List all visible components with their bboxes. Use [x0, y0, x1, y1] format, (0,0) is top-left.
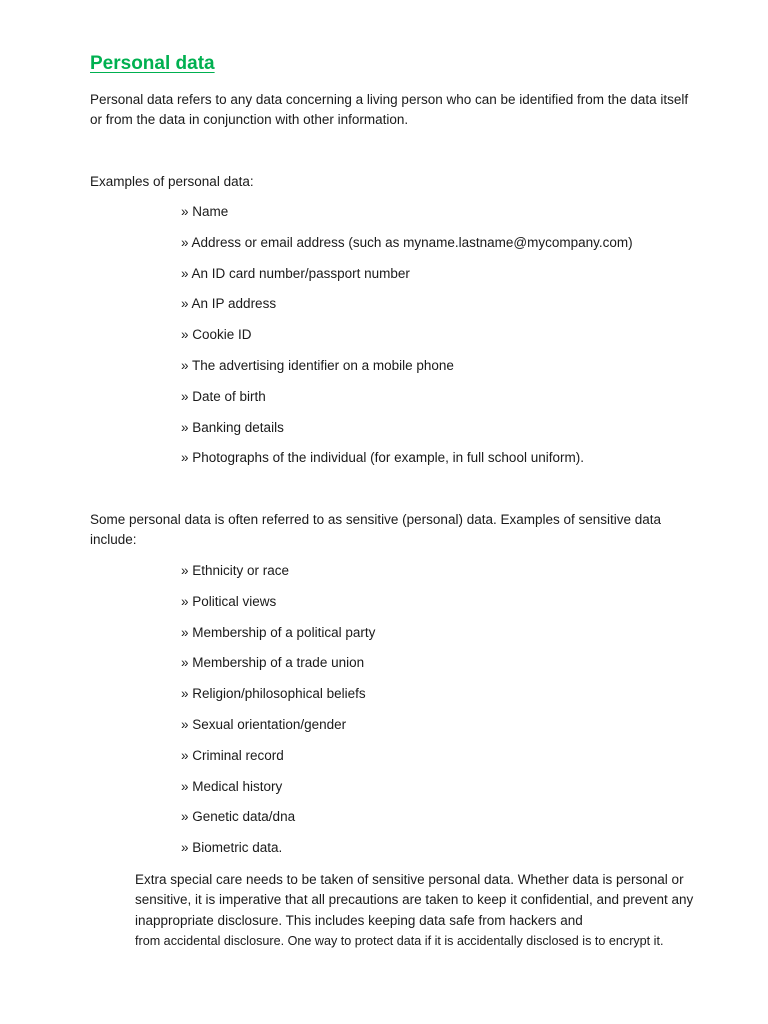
personal-data-examples-list [181, 202, 633, 479]
list-item: » Criminal record [181, 747, 284, 763]
list-item: » Date of birth [181, 388, 266, 404]
sensitive-data-examples-list [181, 561, 375, 869]
list-item: » Banking details [181, 419, 284, 435]
list-item: » Biometric data. [181, 840, 283, 856]
page-title: Personal data [90, 53, 215, 74]
list-item: » Sexual orientation/gender [181, 716, 347, 732]
list-item: » Membership of a political party [181, 624, 376, 640]
closing-paragraph [135, 870, 695, 951]
intro-paragraph: Personal data refers to any data concerning a living person who can be identified from the data itself or from the data in conjunction with other information. [90, 92, 689, 127]
examples-label: Examples of personal data: [90, 174, 254, 189]
closing-last-line: from accidental disclosure. One way to protect data if it is accidentally disclosed is to encrypt it. [135, 933, 664, 948]
list-item: » Genetic data/dna [181, 809, 296, 825]
list-item: » An IP address [181, 296, 277, 312]
list-item: » Membership of a trade union [181, 655, 365, 671]
list-item: » Name [181, 204, 229, 219]
closing-text: Extra special care needs to be taken of sensitive personal data. Whether data is personal or sensitive, it is imperative that all precautions are taken to keep it confidential, and prevent any inappropriate disclosure. This includes keeping data safe from hackers and [135, 872, 694, 928]
sensitive-data-intro: Some personal data is often referred to as sensitive (personal) data. Examples of sensitive data include: [90, 512, 662, 547]
list-item: » Address or email address (such as myname.lastname@mycompany.com) [181, 234, 633, 250]
list-item: » Ethnicity or race [181, 563, 290, 578]
list-item: » Photographs of the individual (for example, in full school uniform). [181, 450, 584, 466]
list-item: » Medical history [181, 778, 283, 794]
list-item: » The advertising identifier on a mobile phone [181, 357, 454, 373]
list-item: » Religion/philosophical beliefs [181, 686, 366, 702]
list-item: » An ID card number/passport number [181, 265, 410, 281]
list-item: » Political views [181, 593, 277, 609]
list-item: » Cookie ID [181, 327, 252, 343]
